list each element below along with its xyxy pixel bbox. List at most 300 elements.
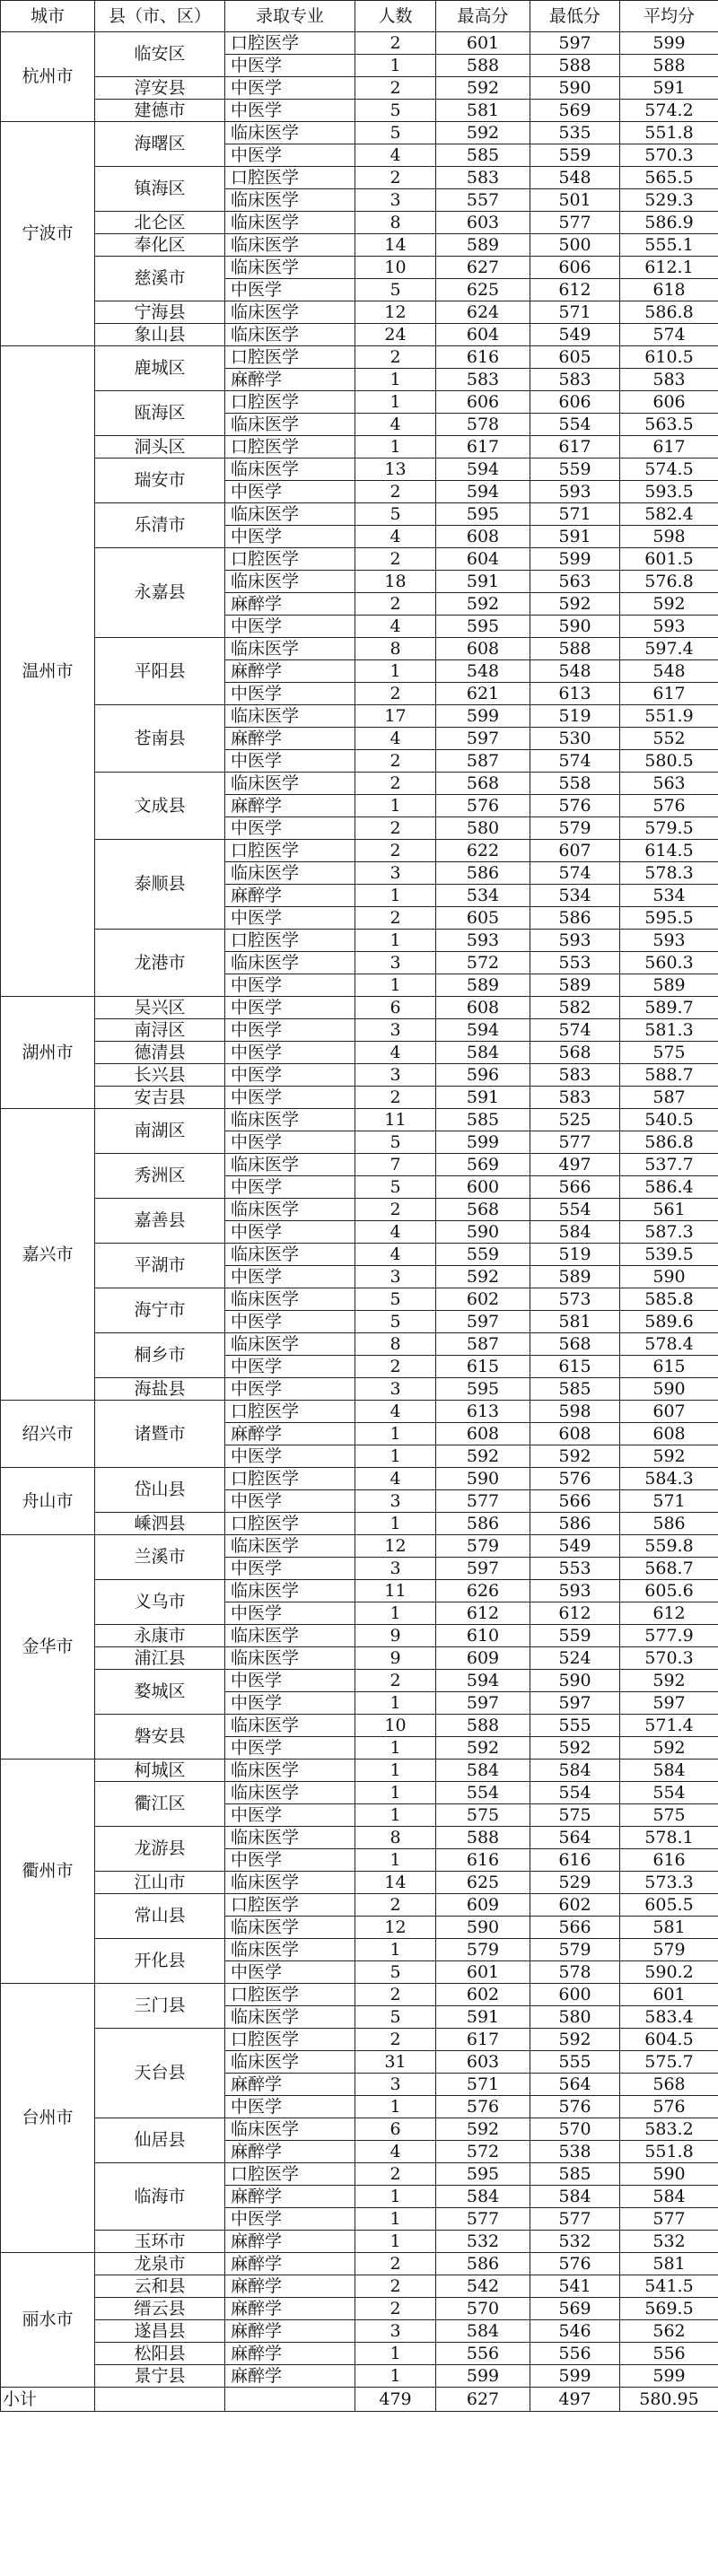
count-cell: 1 — [355, 1423, 436, 1445]
min-cell: 553 — [530, 952, 620, 974]
count-cell: 4 — [355, 1468, 436, 1490]
max-cell: 579 — [436, 1535, 530, 1558]
county-cell: 乐清市 — [95, 503, 225, 548]
major-cell: 口腔医学 — [225, 346, 355, 369]
count-cell: 24 — [355, 324, 436, 346]
max-cell: 577 — [436, 1490, 530, 1513]
avg-cell: 586.8 — [620, 301, 718, 324]
total-blank — [225, 2388, 355, 2412]
max-cell: 572 — [436, 2141, 530, 2163]
max-cell: 610 — [436, 1625, 530, 1647]
count-cell: 5 — [355, 1288, 436, 1311]
major-cell: 中医学 — [225, 55, 355, 77]
avg-cell: 584 — [620, 1760, 718, 1782]
county-cell: 开化县 — [95, 1939, 225, 1984]
min-cell: 612 — [530, 279, 620, 301]
max-cell: 554 — [436, 1782, 530, 1804]
max-cell: 603 — [436, 212, 530, 234]
major-cell: 临床医学 — [225, 952, 355, 974]
city-cell: 杭州市 — [1, 32, 95, 122]
count-cell: 2 — [355, 907, 436, 930]
major-cell: 临床医学 — [225, 862, 355, 885]
county-cell: 海宁市 — [95, 1288, 225, 1333]
header-major: 录取专业 — [225, 1, 355, 32]
county-cell: 瓯海区 — [95, 391, 225, 436]
count-cell: 5 — [355, 279, 436, 301]
count-cell: 3 — [355, 862, 436, 885]
major-cell: 中医学 — [225, 1019, 355, 1042]
county-cell: 桐乡市 — [95, 1333, 225, 1378]
max-cell: 626 — [436, 1580, 530, 1602]
min-cell: 548 — [530, 660, 620, 683]
max-cell: 604 — [436, 324, 530, 346]
avg-cell: 578.4 — [620, 1333, 718, 1356]
avg-cell: 608 — [620, 1423, 718, 1445]
avg-cell: 584.3 — [620, 1468, 718, 1490]
avg-cell: 574.2 — [620, 100, 718, 122]
avg-cell: 551.8 — [620, 2141, 718, 2163]
major-cell: 临床医学 — [225, 1625, 355, 1647]
total-max: 627 — [436, 2388, 530, 2412]
count-cell: 1 — [355, 1513, 436, 1535]
count-cell: 6 — [355, 997, 436, 1019]
count-cell: 5 — [355, 1131, 436, 1154]
min-cell: 570 — [530, 2118, 620, 2141]
table-row — [1, 2365, 718, 2388]
max-cell: 590 — [436, 1221, 530, 1244]
major-cell: 中医学 — [225, 1558, 355, 1580]
max-cell: 591 — [436, 1087, 530, 1109]
max-cell: 600 — [436, 1176, 530, 1199]
count-cell: 2 — [355, 548, 436, 571]
major-cell: 临床医学 — [225, 1917, 355, 1939]
avg-cell: 576 — [620, 2096, 718, 2118]
avg-cell: 586.9 — [620, 212, 718, 234]
min-cell: 592 — [530, 1445, 620, 1468]
max-cell: 594 — [436, 481, 530, 503]
major-cell: 中医学 — [225, 1737, 355, 1760]
max-cell: 542 — [436, 2275, 530, 2298]
major-cell: 口腔医学 — [225, 1468, 355, 1490]
min-cell: 501 — [530, 189, 620, 212]
table-row — [1, 2118, 718, 2141]
table-row — [1, 1580, 718, 1602]
min-cell: 571 — [530, 503, 620, 526]
major-cell: 临床医学 — [225, 1154, 355, 1176]
max-cell: 584 — [436, 1760, 530, 1782]
max-cell: 584 — [436, 1042, 530, 1064]
max-cell: 617 — [436, 436, 530, 458]
min-cell: 554 — [530, 414, 620, 436]
county-cell: 秀洲区 — [95, 1154, 225, 1199]
avg-cell: 580.5 — [620, 750, 718, 773]
major-cell: 口腔医学 — [225, 436, 355, 458]
major-cell: 中医学 — [225, 1445, 355, 1468]
avg-cell: 529.3 — [620, 189, 718, 212]
min-cell: 597 — [530, 32, 620, 55]
min-cell: 577 — [530, 1131, 620, 1154]
min-cell: 549 — [530, 1535, 620, 1558]
min-cell: 566 — [530, 1917, 620, 1939]
county-cell: 北仑区 — [95, 212, 225, 234]
min-cell: 606 — [530, 257, 620, 279]
avg-cell: 560.3 — [620, 952, 718, 974]
count-cell: 5 — [355, 503, 436, 526]
max-cell: 584 — [436, 2320, 530, 2343]
avg-cell: 605.6 — [620, 1580, 718, 1602]
table-row — [1, 32, 718, 55]
table-row — [1, 1939, 718, 1961]
major-cell: 麻醉学 — [225, 2141, 355, 2163]
avg-cell: 559.8 — [620, 1535, 718, 1558]
max-cell: 601 — [436, 32, 530, 55]
table-row — [1, 548, 718, 571]
min-cell: 588 — [530, 638, 620, 660]
table-row — [1, 77, 718, 100]
major-cell: 麻醉学 — [225, 2343, 355, 2365]
max-cell: 599 — [436, 705, 530, 728]
county-cell: 永康市 — [95, 1625, 225, 1647]
avg-cell: 561 — [620, 1199, 718, 1221]
avg-cell: 589 — [620, 974, 718, 997]
major-cell: 中医学 — [225, 100, 355, 122]
min-cell: 600 — [530, 1984, 620, 2006]
avg-cell: 617 — [620, 683, 718, 705]
min-cell: 530 — [530, 728, 620, 750]
avg-cell: 599 — [620, 32, 718, 55]
major-cell: 临床医学 — [225, 1244, 355, 1266]
county-cell: 云和县 — [95, 2275, 225, 2298]
total-blank — [95, 2388, 225, 2412]
county-cell: 文成县 — [95, 773, 225, 840]
max-cell: 625 — [436, 1872, 530, 1894]
min-cell: 593 — [530, 1580, 620, 1602]
major-cell: 麻醉学 — [225, 795, 355, 817]
max-cell: 583 — [436, 167, 530, 189]
min-cell: 582 — [530, 997, 620, 1019]
avg-cell: 618 — [620, 279, 718, 301]
avg-cell: 587.3 — [620, 1221, 718, 1244]
major-cell: 中医学 — [225, 1490, 355, 1513]
table-row — [1, 1715, 718, 1737]
county-cell: 南湖区 — [95, 1109, 225, 1154]
major-cell: 麻醉学 — [225, 2275, 355, 2298]
max-cell: 597 — [436, 728, 530, 750]
max-cell: 615 — [436, 1356, 530, 1378]
county-cell: 婺城区 — [95, 1670, 225, 1715]
min-cell: 534 — [530, 885, 620, 907]
county-cell: 平湖市 — [95, 1244, 225, 1288]
count-cell: 2 — [355, 773, 436, 795]
min-cell: 568 — [530, 1333, 620, 1356]
min-cell: 617 — [530, 436, 620, 458]
min-cell: 546 — [530, 2320, 620, 2343]
avg-cell: 575 — [620, 1804, 718, 1827]
table-row — [1, 1199, 718, 1221]
avg-cell: 597.4 — [620, 638, 718, 660]
avg-cell: 585.8 — [620, 1288, 718, 1311]
min-cell: 548 — [530, 167, 620, 189]
major-cell: 中医学 — [225, 1670, 355, 1692]
count-cell: 1 — [355, 1692, 436, 1715]
max-cell: 606 — [436, 391, 530, 414]
major-cell: 麻醉学 — [225, 2186, 355, 2208]
county-cell: 建德市 — [95, 100, 225, 122]
table-row — [1, 930, 718, 952]
count-cell: 1 — [355, 55, 436, 77]
max-cell: 589 — [436, 234, 530, 257]
major-cell: 临床医学 — [225, 503, 355, 526]
major-cell: 中医学 — [225, 817, 355, 840]
avg-cell: 563 — [620, 773, 718, 795]
major-cell: 麻醉学 — [225, 1423, 355, 1445]
min-cell: 535 — [530, 122, 620, 144]
avg-cell: 593.5 — [620, 481, 718, 503]
major-cell: 临床医学 — [225, 301, 355, 324]
min-cell: 519 — [530, 705, 620, 728]
min-cell: 573 — [530, 1288, 620, 1311]
count-cell: 2 — [355, 32, 436, 55]
max-cell: 627 — [436, 257, 530, 279]
table-row — [1, 1625, 718, 1647]
city-cell: 宁波市 — [1, 122, 95, 346]
city-cell: 台州市 — [1, 1984, 95, 2253]
avg-cell: 587 — [620, 1087, 718, 1109]
min-cell: 588 — [530, 55, 620, 77]
max-cell: 595 — [436, 616, 530, 638]
count-cell: 1 — [355, 1737, 436, 1760]
major-cell: 中医学 — [225, 1087, 355, 1109]
city-cell: 绍兴市 — [1, 1401, 95, 1468]
max-cell: 588 — [436, 1715, 530, 1737]
count-cell: 1 — [355, 930, 436, 952]
major-cell: 麻醉学 — [225, 2365, 355, 2388]
major-cell: 中医学 — [225, 1064, 355, 1087]
table-row — [1, 234, 718, 257]
county-cell: 泰顺县 — [95, 840, 225, 930]
avg-cell: 615 — [620, 1356, 718, 1378]
county-cell: 临海市 — [95, 2163, 225, 2231]
table-row — [1, 1333, 718, 1356]
count-cell: 1 — [355, 2343, 436, 2365]
count-cell: 2 — [355, 1087, 436, 1109]
avg-cell: 616 — [620, 1849, 718, 1872]
max-cell: 621 — [436, 683, 530, 705]
count-cell: 2 — [355, 1356, 436, 1378]
avg-cell: 590 — [620, 2163, 718, 2186]
table-row — [1, 1782, 718, 1804]
min-cell: 577 — [530, 2208, 620, 2231]
max-cell: 572 — [436, 952, 530, 974]
max-cell: 624 — [436, 301, 530, 324]
avg-cell: 575 — [620, 1042, 718, 1064]
count-cell: 3 — [355, 1064, 436, 1087]
avg-cell: 581 — [620, 2253, 718, 2275]
min-cell: 615 — [530, 1356, 620, 1378]
min-cell: 574 — [530, 750, 620, 773]
avg-cell: 581.3 — [620, 1019, 718, 1042]
max-cell: 595 — [436, 2163, 530, 2186]
min-cell: 585 — [530, 1378, 620, 1401]
max-cell: 597 — [436, 1692, 530, 1715]
count-cell: 8 — [355, 212, 436, 234]
max-cell: 605 — [436, 907, 530, 930]
avg-cell: 595.5 — [620, 907, 718, 930]
major-cell: 中医学 — [225, 1131, 355, 1154]
min-cell: 590 — [530, 77, 620, 100]
county-cell: 象山县 — [95, 324, 225, 346]
count-cell: 2 — [355, 481, 436, 503]
avg-cell: 590 — [620, 1266, 718, 1288]
avg-cell: 589.6 — [620, 1311, 718, 1333]
min-cell: 608 — [530, 1423, 620, 1445]
county-cell: 遂昌县 — [95, 2320, 225, 2343]
min-cell: 556 — [530, 2343, 620, 2365]
count-cell: 17 — [355, 705, 436, 728]
avg-cell: 569.5 — [620, 2298, 718, 2320]
county-cell: 常山县 — [95, 1894, 225, 1939]
avg-cell: 565.5 — [620, 167, 718, 189]
city-cell: 舟山市 — [1, 1468, 95, 1535]
table-row — [1, 1894, 718, 1917]
max-cell: 586 — [436, 862, 530, 885]
table-row — [1, 167, 718, 189]
min-cell: 555 — [530, 1715, 620, 1737]
county-cell: 镇海区 — [95, 167, 225, 212]
count-cell: 5 — [355, 122, 436, 144]
major-cell: 临床医学 — [225, 1715, 355, 1737]
count-cell: 2 — [355, 2163, 436, 2186]
avg-cell: 590.2 — [620, 1961, 718, 1984]
count-cell: 3 — [355, 1266, 436, 1288]
max-cell: 592 — [436, 593, 530, 616]
table-row — [1, 346, 718, 369]
min-cell: 566 — [530, 1176, 620, 1199]
count-cell: 12 — [355, 1535, 436, 1558]
table-row — [1, 638, 718, 660]
avg-cell: 551.8 — [620, 122, 718, 144]
count-cell: 3 — [355, 1019, 436, 1042]
count-cell: 6 — [355, 2118, 436, 2141]
max-cell: 576 — [436, 795, 530, 817]
major-cell: 中医学 — [225, 526, 355, 548]
max-cell: 622 — [436, 840, 530, 862]
avg-cell: 592 — [620, 1445, 718, 1468]
major-cell: 麻醉学 — [225, 593, 355, 616]
header-max: 最高分 — [436, 1, 530, 32]
city-cell: 嘉兴市 — [1, 1109, 95, 1401]
max-cell: 583 — [436, 369, 530, 391]
major-cell: 临床医学 — [225, 1872, 355, 1894]
min-cell: 553 — [530, 1558, 620, 1580]
min-cell: 555 — [530, 2051, 620, 2074]
avg-cell: 541.5 — [620, 2275, 718, 2298]
min-cell: 538 — [530, 2141, 620, 2163]
table-row — [1, 1535, 718, 1558]
major-cell: 中医学 — [225, 1602, 355, 1625]
avg-cell: 555.1 — [620, 234, 718, 257]
min-cell: 612 — [530, 1602, 620, 1625]
count-cell: 2 — [355, 1199, 436, 1221]
major-cell: 口腔医学 — [225, 2163, 355, 2186]
max-cell: 580 — [436, 817, 530, 840]
count-cell: 2 — [355, 2253, 436, 2275]
major-cell: 中医学 — [225, 1221, 355, 1244]
min-cell: 593 — [530, 930, 620, 952]
min-cell: 559 — [530, 458, 620, 481]
table-row — [1, 458, 718, 481]
min-cell: 591 — [530, 526, 620, 548]
count-cell: 2 — [355, 167, 436, 189]
count-cell: 1 — [355, 1760, 436, 1782]
min-cell: 585 — [530, 2163, 620, 2186]
count-cell: 1 — [355, 1804, 436, 1827]
max-cell: 599 — [436, 2365, 530, 2388]
max-cell: 586 — [436, 1513, 530, 1535]
count-cell: 4 — [355, 616, 436, 638]
major-cell: 中医学 — [225, 750, 355, 773]
avg-cell: 617 — [620, 436, 718, 458]
max-cell: 608 — [436, 997, 530, 1019]
major-cell: 临床医学 — [225, 1782, 355, 1804]
county-cell: 磐安县 — [95, 1715, 225, 1760]
count-cell: 1 — [355, 1602, 436, 1625]
max-cell: 568 — [436, 1199, 530, 1221]
county-cell: 平阳县 — [95, 638, 225, 705]
count-cell: 12 — [355, 301, 436, 324]
major-cell: 中医学 — [225, 279, 355, 301]
major-cell: 中医学 — [225, 683, 355, 705]
min-cell: 580 — [530, 2006, 620, 2029]
min-cell: 575 — [530, 1804, 620, 1827]
min-cell: 500 — [530, 234, 620, 257]
county-cell: 诸暨市 — [95, 1401, 225, 1468]
count-cell: 1 — [355, 2231, 436, 2253]
count-cell: 1 — [355, 1782, 436, 1804]
min-cell: 554 — [530, 1199, 620, 1221]
avg-cell: 582.4 — [620, 503, 718, 526]
table-row — [1, 1760, 718, 1782]
min-cell: 541 — [530, 2275, 620, 2298]
min-cell: 576 — [530, 1468, 620, 1490]
total-count: 479 — [355, 2388, 436, 2412]
major-cell: 中医学 — [225, 2096, 355, 2118]
min-cell: 583 — [530, 369, 620, 391]
avg-cell: 532 — [620, 2231, 718, 2253]
count-cell: 4 — [355, 1042, 436, 1064]
major-cell: 麻醉学 — [225, 2074, 355, 2096]
count-cell: 1 — [355, 795, 436, 817]
count-cell: 11 — [355, 1109, 436, 1131]
min-cell: 576 — [530, 795, 620, 817]
min-cell: 519 — [530, 1244, 620, 1266]
table-row — [1, 503, 718, 526]
max-cell: 612 — [436, 1602, 530, 1625]
table-row — [1, 1042, 718, 1064]
county-cell: 柯城区 — [95, 1760, 225, 1782]
min-cell: 607 — [530, 840, 620, 862]
major-cell: 临床医学 — [225, 1760, 355, 1782]
min-cell: 576 — [530, 2096, 620, 2118]
major-cell: 口腔医学 — [225, 32, 355, 55]
max-cell: 616 — [436, 346, 530, 369]
avg-cell: 593 — [620, 616, 718, 638]
min-cell: 593 — [530, 481, 620, 503]
avg-cell: 588.7 — [620, 1064, 718, 1087]
table-row — [1, 2253, 718, 2275]
major-cell: 麻醉学 — [225, 2231, 355, 2253]
table-row — [1, 1872, 718, 1894]
